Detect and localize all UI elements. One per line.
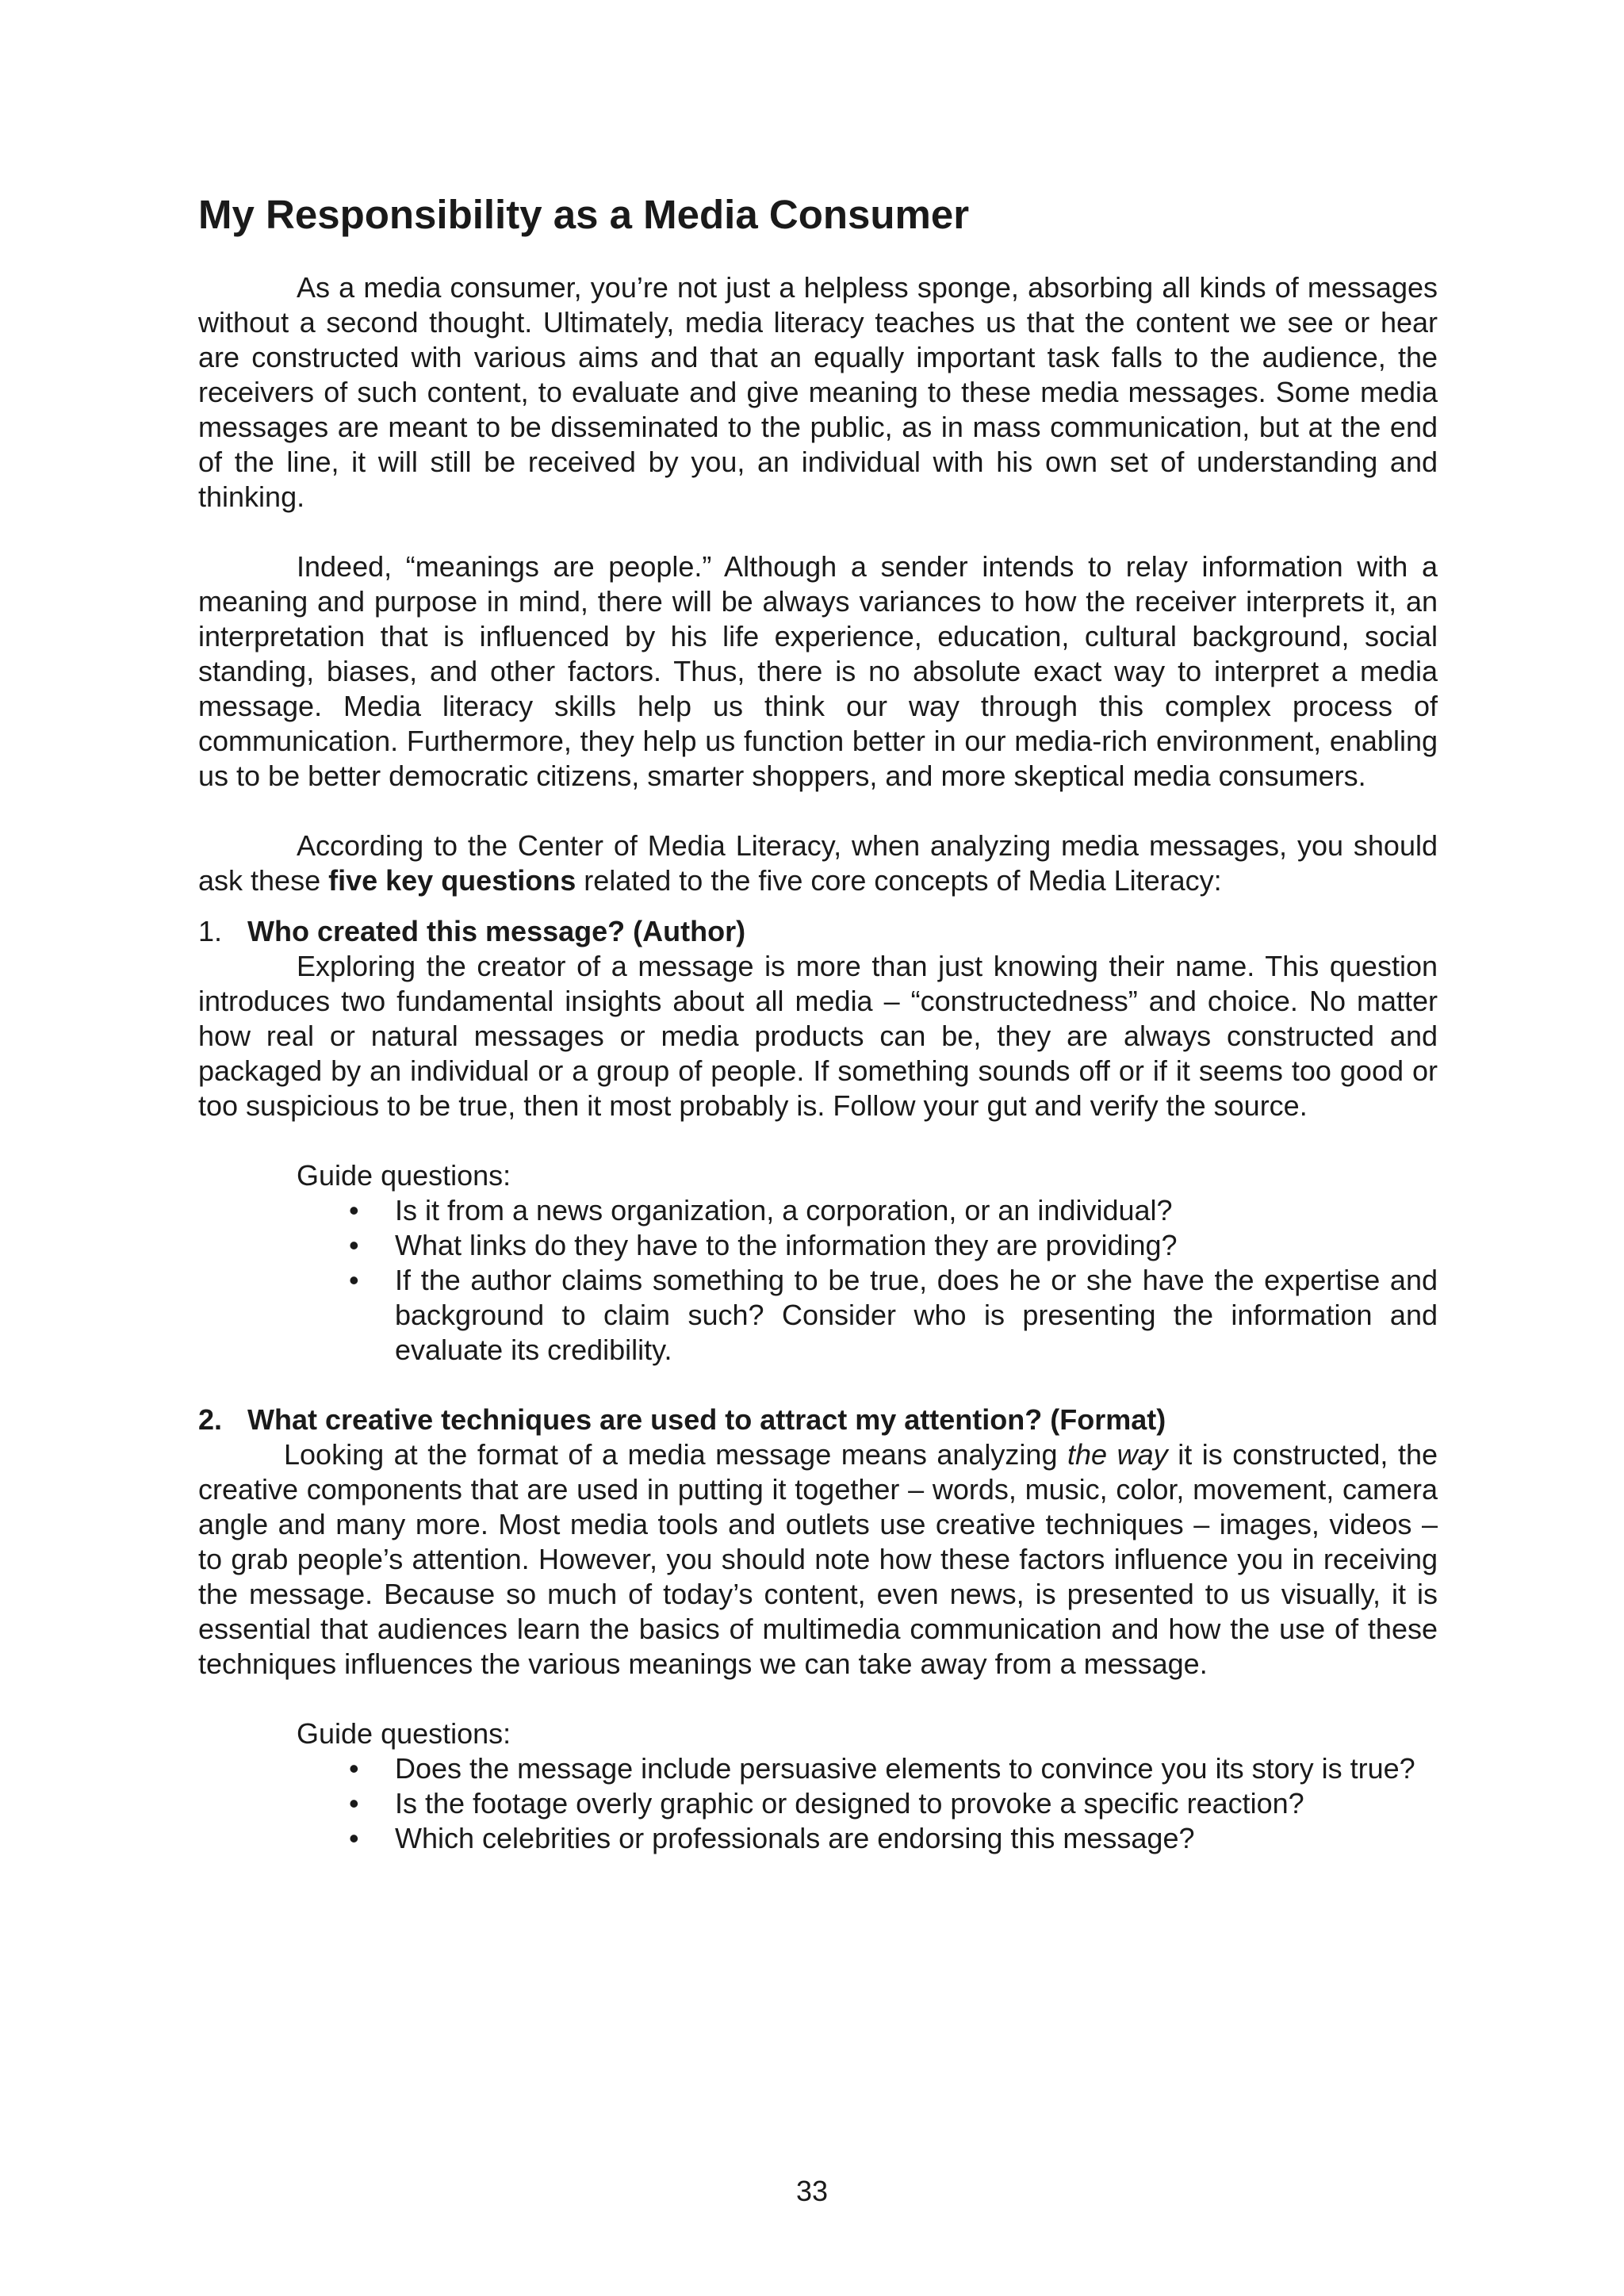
- bullet-icon: •: [349, 1787, 359, 1820]
- bullet-icon: •: [349, 1194, 359, 1227]
- bullet-icon: •: [349, 1229, 359, 1262]
- list-item: [349, 1821, 1438, 1856]
- question-number: 1.: [198, 915, 223, 948]
- guide-questions-list: [198, 1193, 1438, 1368]
- intro-paragraph-1: As a media consumer, you’re not just a helpless sponge, absorbing all kinds of messages without a second thought. Ultimately, media literacy teaches us that the content we see or hear are constructed with various aims and that an equally important task falls to the audience, the receivers of such content, to evaluate and give meaning to these media messages. Some media messages are meant to be disseminated to the public, as in mass communication, but at the end of the line, it will still be received by you, an individual with his own set of understanding and thinking.: [198, 271, 1438, 514]
- question-title: Who created this message? (Author): [247, 915, 746, 948]
- question-2-heading: [198, 1402, 1438, 1437]
- intro-p3-after: related to the five core concepts of Media Literacy:: [576, 864, 1222, 897]
- guide-questions-label: Guide questions:: [297, 1717, 511, 1751]
- question-1-heading: [198, 914, 1438, 949]
- list-item-text: Is it from a news organization, a corporation, or an individual?: [395, 1194, 1173, 1227]
- list-item: [349, 1193, 1438, 1228]
- bullet-icon: •: [349, 1752, 359, 1785]
- guide-questions-label: Guide questions:: [297, 1159, 511, 1192]
- page-title: My Responsibility as a Media Consumer: [198, 192, 970, 237]
- spacer: [198, 1368, 1438, 1402]
- intro-paragraph-2: Indeed, “meanings are people.” Although a sender intends to relay information with a meaning and purpose in mind, there will be always variances to how the receiver interprets it, an interpretation that is influenced by his life experience, education, cultural background, social standing, biases, and other factors. Thus, there is no absolute exact way to interpret a media message. Media literacy skills help us think our way through this complex process of communication. Furthermore, they help us function better in our media-rich environment, enabling us to be better democratic citizens, smarter shoppers, and more skeptical media consumers.: [198, 550, 1438, 793]
- bullet-icon: •: [349, 1264, 359, 1297]
- page-number: 33: [795, 2175, 829, 2207]
- guide-questions-list: [198, 1751, 1438, 1856]
- list-item-text: Is the footage overly graphic or designed to provoke a specific reaction?: [395, 1787, 1304, 1820]
- bullet-icon: •: [349, 1822, 359, 1855]
- document-page: [198, 190, 1438, 1856]
- spacer: [198, 898, 1438, 914]
- q2-body-before: Looking at the format of a media message means analyzing: [284, 1438, 1068, 1471]
- list-item-text: What links do they have to the information they are providing?: [395, 1229, 1178, 1262]
- list-item: [349, 1786, 1438, 1821]
- spacer: [198, 794, 1438, 828]
- q2-body-italic: the way: [1067, 1438, 1168, 1471]
- list-item-text: Does the message include persuasive elements to convince you its story is true?: [395, 1752, 1415, 1785]
- q2-body-after: it is constructed, the creative components that are used in putting it together – words, music, color, movement, camera angle and many more. Most media tools and outlets use creative techniques – images, videos – to grab people’s attention. However, you should note how these factors influence you in receiving the message. Because so much of today’s content, even news, is presented to us visually, it is essential that audiences learn the basics of multimedia communication and how the use of these techniques influences the various meanings we can take away from a message.: [198, 1438, 1438, 1681]
- question-1-body: Exploring the creator of a message is more than just knowing their name. This question introduces two fundamental insights about all media – “constructedness” and choice. No matter how real or natural messages or media products can be, they are always constructed and packaged by an individual or a group of people. If something sounds off or if it seems too good or too suspicious to be true, then it most probably is. Follow your gut and verify the source.: [198, 950, 1438, 1123]
- list-item: [349, 1228, 1438, 1263]
- spacer: [198, 515, 1438, 549]
- list-item: [349, 1751, 1438, 1786]
- list-item-text: If the author claims something to be true, does he or she have the expertise and background to claim such? Consider who is presenting the information and evaluate its credibility.: [395, 1264, 1438, 1367]
- question-2-body: [198, 1437, 1438, 1682]
- question-number: 2.: [198, 1403, 223, 1437]
- intro-p3-before: According to the Center of Media Literacy, when analyzing media messages, you should ask these: [198, 829, 1438, 897]
- intro-paragraph-3: [198, 828, 1438, 898]
- intro-p3-bold: five key questions: [328, 864, 576, 897]
- spacer: [198, 1123, 1438, 1158]
- list-item: [349, 1263, 1438, 1368]
- list-item-text: Which celebrities or professionals are endorsing this message?: [395, 1822, 1195, 1855]
- spacer: [198, 1682, 1438, 1716]
- question-title: What creative techniques are used to attract my attention? (Format): [247, 1403, 1166, 1437]
